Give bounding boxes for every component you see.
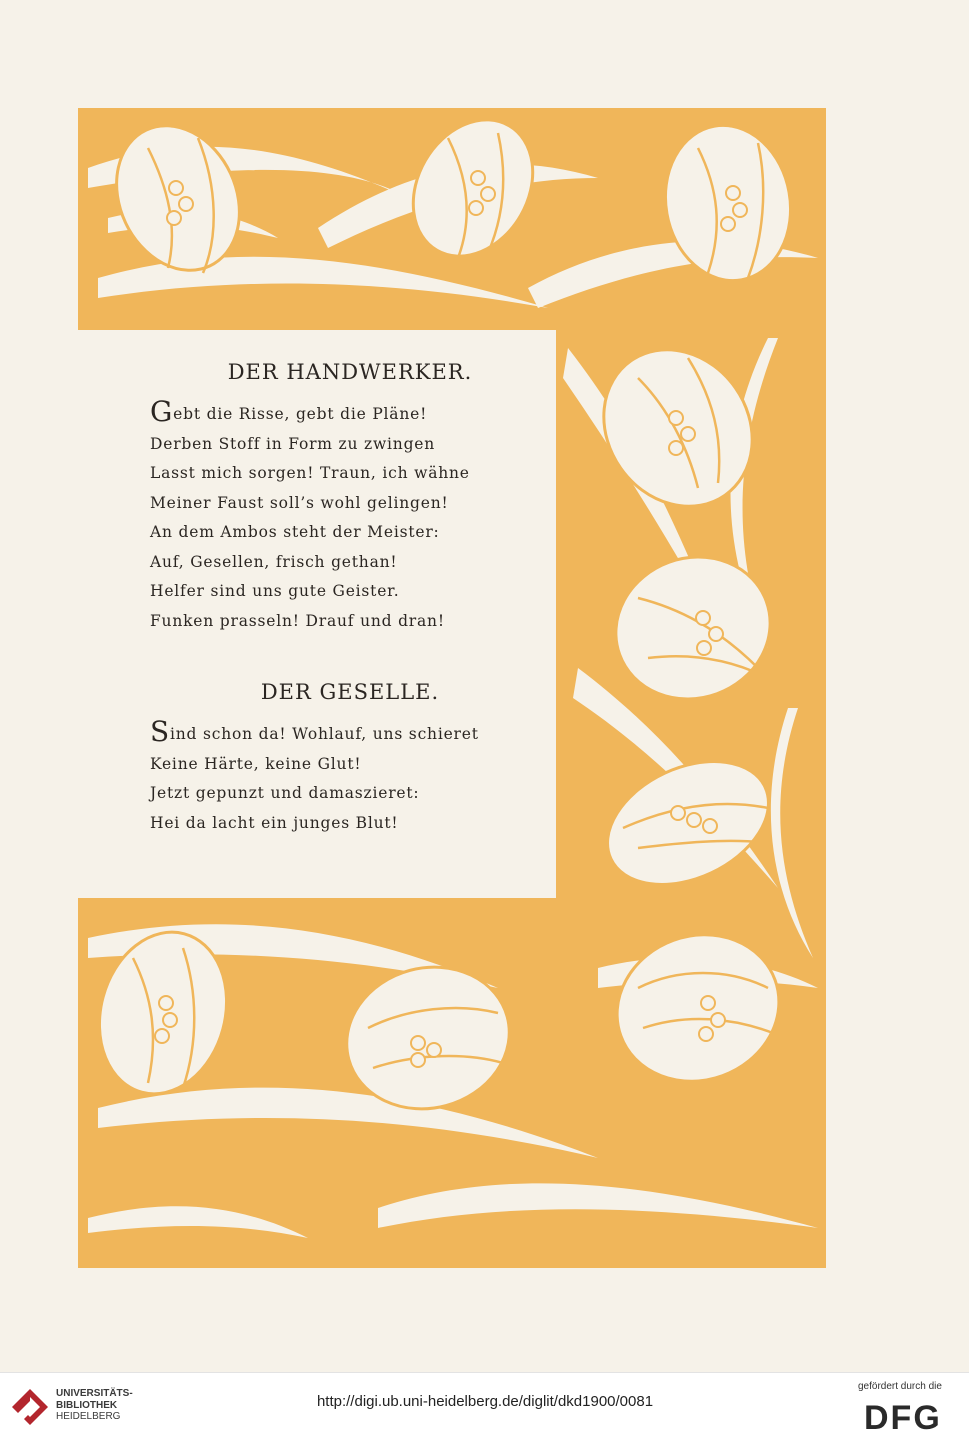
poem-line: Sind schon da! Wohlauf, uns schieret	[150, 715, 479, 748]
drop-initial: G	[150, 395, 174, 428]
poem-line: Auf, Gesellen, frisch gethan!	[150, 552, 398, 571]
poem-line: Derben Stoff in Form zu zwingen	[150, 434, 436, 453]
poem-line: Gebt die Risse, gebt die Pläne!	[150, 395, 428, 428]
poem-line: Keine Härte, keine Glut!	[150, 754, 362, 773]
poem-line: An dem Ambos steht der Meister:	[150, 523, 440, 541]
funder-caption: gefördert durch die	[858, 1381, 942, 1392]
library-logo-icon	[10, 1387, 50, 1429]
poem-stanza-handwerker	[150, 395, 550, 636]
digitization-footer	[0, 1372, 969, 1441]
poem-line: Lasst mich sorgen! Traun, ich wähne	[150, 464, 470, 482]
poem-stanza-geselle	[150, 715, 550, 838]
poem-line: Jetzt gepunzt und damaszieret:	[150, 784, 420, 802]
source-url-link[interactable]: http://digi.ub.uni-heidelberg.de/diglit/dkd1900/0081	[316, 1393, 654, 1410]
poem-line: Hei da lacht ein junges Blut!	[150, 813, 399, 832]
poem-title-handwerker: DER HANDWERKER.	[227, 360, 473, 384]
poem-line: Meiner Faust soll’s wohl gelingen!	[150, 493, 449, 512]
poem-title-geselle: DER GESELLE.	[260, 680, 440, 704]
poem-line: Helfer sind uns gute Geister.	[150, 582, 400, 600]
dfg-logo: DFG	[864, 1399, 942, 1437]
poem-line: Funken prasseln! Drauf und dran!	[150, 611, 445, 630]
drop-initial: S	[150, 715, 170, 748]
library-name: UNIVERSITÄTS- BIBLIOTHEK HEIDELBERG	[56, 1388, 133, 1422]
